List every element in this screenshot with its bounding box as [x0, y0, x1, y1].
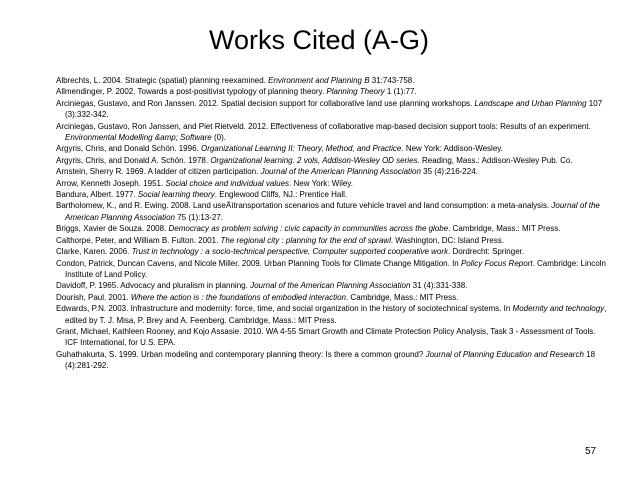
reference-entry: Argyris, Chris, and Donald A. Schön. 1978. Organizational learning. 2 vols, Addison-Wesley OD series. Reading, Mass.: Addison-Wesley Pub. Co. [56, 155, 573, 165]
reference-entry: Grant, Michael, Kathleen Rooney, and Kojo Assasie. 2010. WA 4-55 Smart Growth and Climate Protection Policy Analysis, Task 3 - Assessment of Tools. ICF International, for U.S. EPA. [56, 326, 596, 348]
reference-entry: Calthorpe, Peter, and William B. Fulton. 2001. The regional city : planning for the end of sprawl. Washington, DC: Island Press. [56, 235, 504, 245]
reference-entry: Briggs, Xavier de Souza. 2008. Democracy as problem solving : civic capacity in communities across the globe. Cambridge, Mass.: MIT Press. [56, 224, 561, 234]
reference-entry: Argyris, Chris, and Donald Schön. 1996. Organizational Learning II: Theory, Method, and Practice. New York: Addison-Wesley. [56, 144, 503, 154]
reference-entry: Arrow, Kenneth Joseph. 1951. Social choice and individual values. New York: Wiley. [56, 178, 353, 188]
reference-entry: Arciniegas, Gustavo, Ron Janssen, and Piet Rietveld. 2012. Effectiveness of collaborative map-based decision support tools: Results of an experiment. Environmental Modelling &amp; Software (0). [56, 121, 591, 143]
reference-entry: Bandura, Albert. 1977. Social learning theory. Englewood Cliffs, NJ.: Prentice Hall. [56, 190, 348, 200]
reference-entry: Allmendinger, P. 2002. Towards a post-positivist typology of planning theory. Planning Theory 1 (1):77. [56, 87, 417, 97]
reference-entry: Arnstein, Sherry R. 1969. A ladder of citizen participation. Journal of the American Planning Association 35 (4):216-224. [56, 167, 478, 177]
reference-entry: Edwards, P.N. 2003. Infrastructure and modernity: force, time, and social organization in the history of sociotechnical systems. In Modernity and technology, edited by T. J. Misa, P. Brey and A. Feenberg. Cambridge, Mass.: MIT Press. [56, 304, 607, 325]
reference-entry: Davidoff, P. 1965. Advocacy and pluralism in planning. Journal of the American Planning Association 31 (4):331-338. [56, 281, 468, 291]
reference-entry: Clarke, Karen. 2006. Trust in technology : a socio-technical perspective, Computer supported cooperative work. Dordrecht: Springer. [56, 247, 525, 257]
page-number: 57 [585, 446, 597, 457]
reference-entry: Bartholomew, K., and R. Ewing. 2008. Land useÄìtransportation scenarios and future vehicle travel and land consumption: a meta-analysis. Journal of the American Planning Association 75 (1):13-27. [56, 201, 600, 222]
reference-list [56, 75, 608, 372]
slide-title: Works Cited (A-G) [208, 25, 430, 55]
reference-entry: Albrechts, L. 2004. Strategic (spatial) planning reexamined. Environment and Planning B 31:743-758. [56, 76, 415, 85]
reference-entry: Dourish, Paul. 2001. Where the action is : the foundations of embodied interaction. Cambridge, Mass.: MIT Press. [56, 292, 459, 302]
reference-entry: Arciniegas, Gustavo, and Ron Janssen. 2012. Spatial decision support for collaborative land use planning workshops. Landscape and Urban Planning 107 (3):332-342. [56, 98, 603, 120]
reference-entry: Guhathakurta, S. 1999. Urban modeling and contemporary planning theory: Is there a common ground? Journal of Planning Education and Research 18 (4):281-292. [56, 349, 596, 371]
reference-entry: Condon, Patrick, Duncan Cavens, and Nicole Miller. 2009. Urban Planning Tools for Climate Change Mitigation. In Policy Focus Report. Cambridge: Lincoln Institute of Land Policy. [56, 258, 606, 279]
